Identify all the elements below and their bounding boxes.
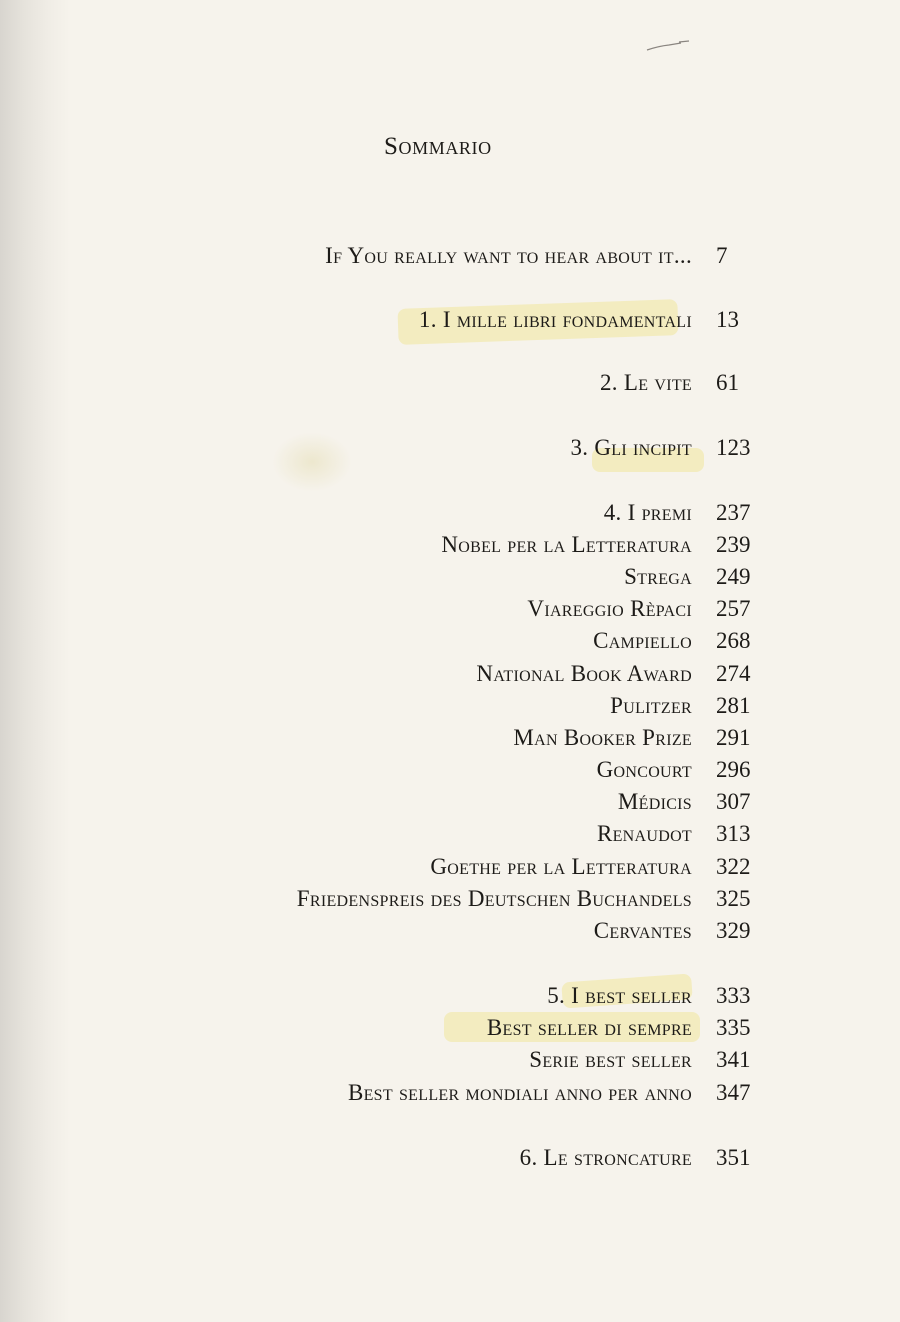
- toc-entry-label: 5. I best seller: [547, 983, 692, 1008]
- toc-entry-label: Viareggio Rèpaci: [527, 596, 692, 621]
- toc-entry: [0, 628, 900, 660]
- toc-entry-page: 237: [716, 500, 751, 525]
- toc-entry-label: Cervantes: [593, 918, 692, 943]
- toc-entry: [0, 918, 900, 950]
- toc-entry: [0, 564, 900, 596]
- toc-entry: [0, 370, 900, 402]
- toc-entry: [0, 307, 900, 339]
- toc-entry-page: 291: [716, 725, 751, 750]
- toc-entry-label: Renaudot: [596, 821, 692, 846]
- toc-entry-label: Man Booker Prize: [513, 725, 692, 750]
- toc-entry: [0, 1145, 900, 1177]
- toc-entry-page: 307: [716, 789, 751, 814]
- toc-entry-page: 325: [716, 886, 751, 911]
- toc-entry: [0, 789, 900, 821]
- toc-entry: [0, 661, 900, 693]
- toc-entry: [0, 500, 900, 532]
- toc-entry-page: 268: [716, 628, 751, 653]
- toc-entry: [0, 854, 900, 886]
- toc-entry: [0, 983, 900, 1015]
- toc-entry-page: 239: [716, 532, 751, 557]
- toc-entry-page: 61: [716, 370, 739, 395]
- toc-entry-label: 1. I mille libri fondamentali: [418, 307, 692, 332]
- toc-entry-label: Campiello: [593, 628, 692, 653]
- toc-entry: [0, 886, 900, 918]
- toc-entry-page: 257: [716, 596, 751, 621]
- toc-entry-page: 281: [716, 693, 751, 718]
- toc-title: Sommario: [384, 133, 492, 160]
- toc-entry: [0, 532, 900, 564]
- toc-entry-page: 335: [716, 1015, 751, 1040]
- toc-entry: [0, 725, 900, 757]
- toc-entry-label: National Book Award: [476, 661, 692, 686]
- toc-entry-page: 13: [716, 307, 739, 332]
- toc-entry-page: 249: [716, 564, 751, 589]
- toc-entry-page: 274: [716, 661, 751, 686]
- toc-entry-label: Pulitzer: [610, 693, 692, 718]
- toc-entry-page: 313: [716, 821, 751, 846]
- toc-entry: [0, 243, 900, 275]
- toc-entry-label: 3. Gli incipit: [570, 435, 692, 460]
- toc-entry: [0, 435, 900, 467]
- toc-entry-label: 6. Le stroncature: [519, 1145, 692, 1170]
- toc-entry: [0, 1047, 900, 1079]
- toc-entry: [0, 1080, 900, 1112]
- toc-entry-label: Goethe per la Letteratura: [430, 854, 692, 879]
- toc-entry: [0, 821, 900, 853]
- pencil-mark: [645, 40, 693, 52]
- toc-entry-page: 347: [716, 1080, 751, 1105]
- toc-entry-label: Strega: [624, 564, 692, 589]
- toc-entry-label: Médicis: [617, 789, 692, 814]
- toc-entry-page: 322: [716, 854, 751, 879]
- toc-entry: [0, 757, 900, 789]
- toc-entry-label: Friedenspreis des Deutschen Buchandels: [296, 886, 692, 911]
- toc-entry-page: 7: [716, 243, 728, 268]
- toc-entry-label: Best seller di sempre: [486, 1015, 692, 1040]
- toc-entry-page: 329: [716, 918, 751, 943]
- toc-entry-label: Best seller mondiali anno per anno: [347, 1080, 692, 1105]
- toc-entry-page: 351: [716, 1145, 751, 1170]
- toc-entry: [0, 693, 900, 725]
- toc-entry-page: 123: [716, 435, 751, 460]
- toc-entry-label: Nobel per la Letteratura: [441, 532, 692, 557]
- toc-entry-label: Goncourt: [596, 757, 692, 782]
- toc-entry-label: If You really want to hear about it...: [325, 243, 692, 268]
- toc-entry-label: 2. Le vite: [599, 370, 692, 395]
- toc-entry-label: 4. I premi: [603, 500, 692, 525]
- toc-entry-label: Serie best seller: [529, 1047, 692, 1072]
- toc-entry: [0, 596, 900, 628]
- toc-entry-page: 333: [716, 983, 751, 1008]
- toc-entry-page: 296: [716, 757, 751, 782]
- toc-entry: [0, 1015, 900, 1047]
- toc-entry-page: 341: [716, 1047, 751, 1072]
